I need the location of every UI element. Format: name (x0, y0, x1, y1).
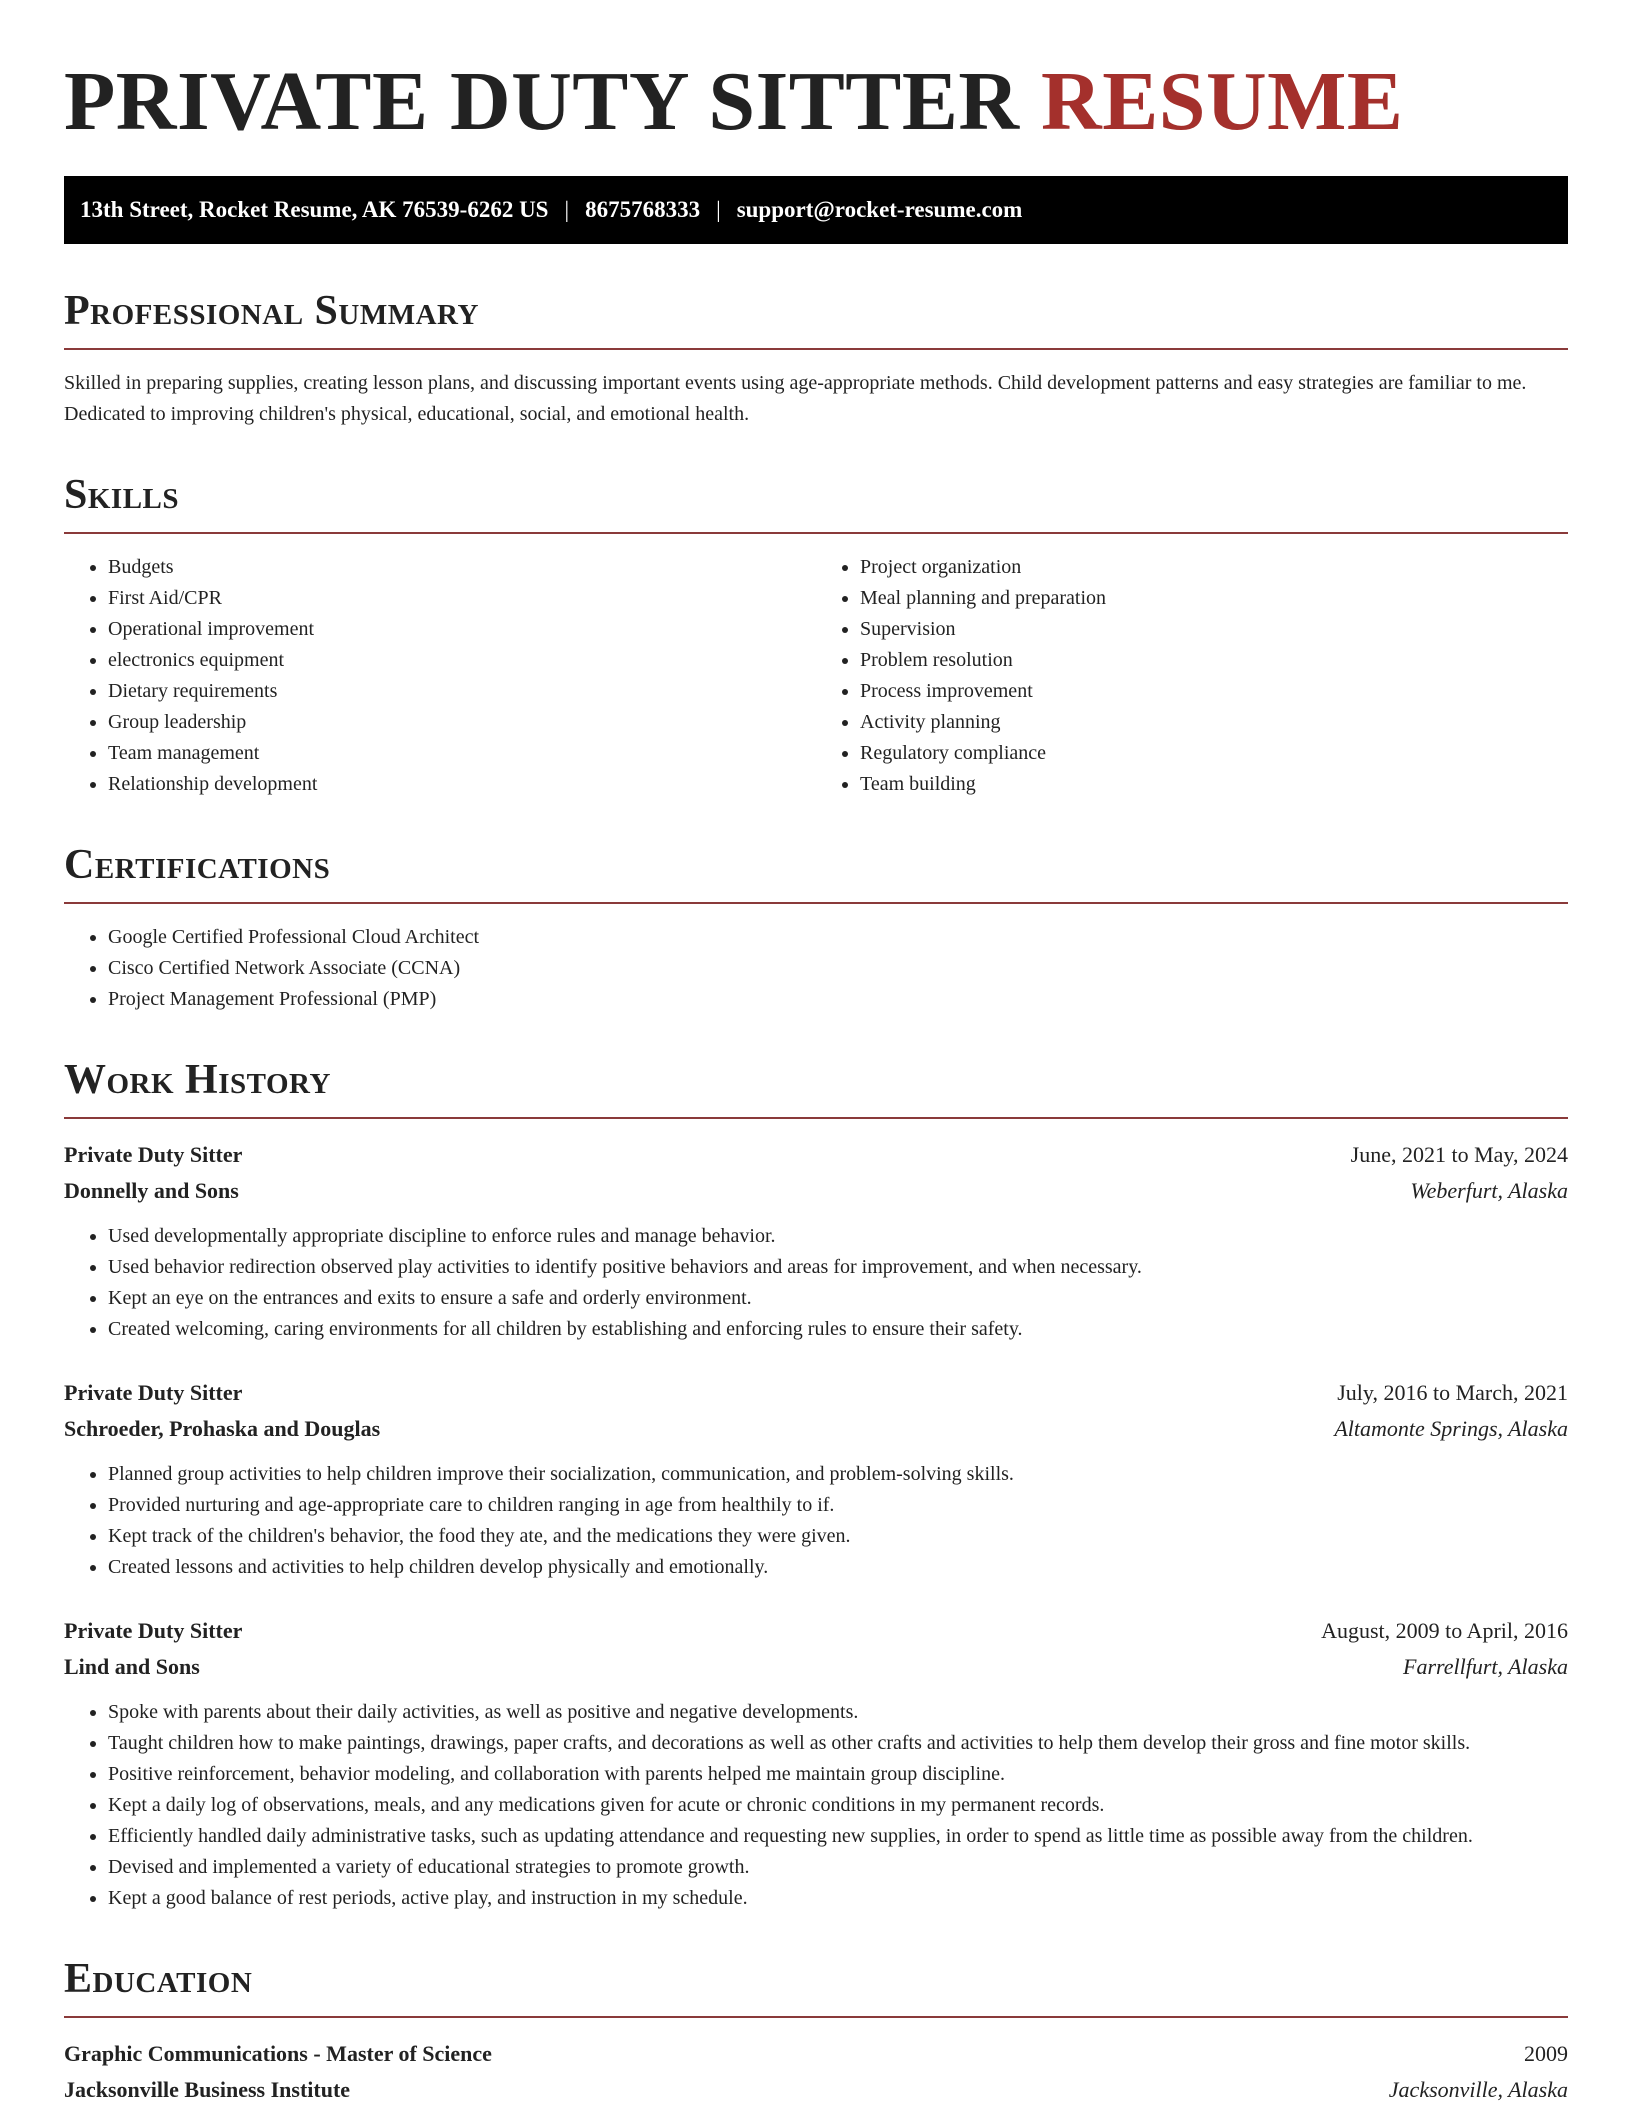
job-bullet: • Kept track of the children's behavior, the food they ate, and the medications they were given. (108, 1521, 1568, 1552)
job-bullet: • Used developmentally appropriate discipline to enforce rules and manage behavior. (108, 1221, 1568, 1252)
contact-phone: 8675768333 (585, 197, 701, 222)
job-bullet: • Used behavior redirection observed play activities to identify positive behaviors and areas for improvement, and when necessary. (108, 1252, 1568, 1283)
job-dates: June, 2021 to May, 2024 (1350, 1142, 1568, 1167)
education-school: Jacksonville Business Institute (64, 2077, 351, 2102)
skill-item: • Supervision (860, 614, 1568, 645)
job-company: Schroeder, Prohaska and Douglas (64, 1416, 381, 1441)
job-role: Private Duty Sitter (64, 1380, 243, 1405)
skill-item: • Relationship development (108, 769, 816, 800)
job-bullet: • Efficiently handled daily administrative tasks, such as updating attendance and requesting new supplies, in order to spend as little time as possible away from the children. (108, 1821, 1568, 1852)
skill-item: • Budgets (108, 552, 816, 583)
job-bullets (64, 1221, 1568, 1345)
education-heading: Education (64, 1956, 253, 2002)
skill-item: • First Aid/CPR (108, 583, 816, 614)
skill-item: • Problem resolution (860, 645, 1568, 676)
education-section (64, 1954, 1568, 2108)
summary-heading: Professional Summary (64, 288, 479, 334)
section-divider (64, 902, 1568, 904)
contact-address: 13th Street, Rocket Resume, AK 76539-6262 US (80, 197, 549, 222)
job-bullet: • Kept a good balance of rest periods, active play, and instruction in my schedule. (108, 1883, 1568, 1914)
job-header-row (64, 1137, 1568, 1173)
education-school-row (64, 2072, 1568, 2108)
certification-item: • Cisco Certified Network Associate (CCNA) (108, 953, 1568, 984)
job-bullet: • Devised and implemented a variety of educational strategies to promote growth. (108, 1852, 1568, 1883)
skill-item: • Group leadership (108, 707, 816, 738)
skill-item: • Process improvement (860, 676, 1568, 707)
certifications-section (64, 840, 1568, 1015)
skill-item: • Team management (108, 738, 816, 769)
skill-item: • Meal planning and preparation (860, 583, 1568, 614)
job-dates: July, 2016 to March, 2021 (1337, 1380, 1568, 1405)
job-bullet: • Planned group activities to help children improve their socialization, communication, and problem-solving skills. (108, 1459, 1568, 1490)
job-entry (64, 1375, 1568, 1583)
job-bullet: • Provided nurturing and age-appropriate care to children ranging in age from healthily to if. (108, 1490, 1568, 1521)
certification-item: • Project Management Professional (PMP) (108, 984, 1568, 1015)
job-bullet: • Kept a daily log of observations, meals, and any medications given for acute or chronic conditions in my permanent records. (108, 1790, 1568, 1821)
section-divider (64, 348, 1568, 350)
job-entry (64, 1137, 1568, 1345)
skill-item: • Activity planning (860, 707, 1568, 738)
skills-heading: Skills (64, 472, 180, 518)
job-location: Weberfurt, Alaska (1410, 1178, 1568, 1203)
education-degree: Graphic Communications - Master of Science (64, 2041, 492, 2066)
job-location: Farrellfurt, Alaska (1403, 1654, 1568, 1679)
section-divider (64, 2016, 1568, 2018)
job-dates: August, 2009 to April, 2016 (1321, 1618, 1568, 1643)
job-bullet: • Kept an eye on the entrances and exits to ensure a safe and orderly environment. (108, 1283, 1568, 1314)
work-history-heading: Work History (64, 1057, 331, 1103)
certifications-list (64, 922, 1568, 1015)
section-divider (64, 532, 1568, 534)
job-company-row (64, 1411, 1568, 1447)
job-company: Donnelly and Sons (64, 1178, 239, 1203)
contact-email: support@rocket-resume.com (736, 197, 1023, 222)
education-year: 2009 (1524, 2041, 1568, 2066)
job-location: Altamonte Springs, Alaska (1334, 1416, 1568, 1441)
job-role: Private Duty Sitter (64, 1142, 243, 1167)
job-company-row (64, 1649, 1568, 1685)
certification-item: • Google Certified Professional Cloud Architect (108, 922, 1568, 953)
contact-bar (64, 176, 1568, 244)
skills-grid (64, 552, 1568, 800)
job-header-row (64, 1613, 1568, 1649)
skill-item: • Team building (860, 769, 1568, 800)
title-accent: RESUME (1041, 55, 1404, 148)
job-bullet: • Spoke with parents about their daily activities, as well as positive and negative developments. (108, 1697, 1568, 1728)
certifications-heading: Certifications (64, 842, 331, 888)
skill-item: • Dietary requirements (108, 676, 816, 707)
job-bullet: • Positive reinforcement, behavior modeling, and collaboration with parents helped me maintain group discipline. (108, 1759, 1568, 1790)
job-bullet: • Created lessons and activities to help children develop physically and emotionally. (108, 1552, 1568, 1583)
education-location: Jacksonville, Alaska (1388, 2077, 1568, 2102)
contact-separator: | (716, 197, 721, 222)
job-role: Private Duty Sitter (64, 1618, 243, 1643)
job-bullet: • Taught children how to make paintings, drawings, paper crafts, and decorations as well as other crafts and activities to help them develop their gross and fine motor skills. (108, 1728, 1568, 1759)
work-history-section (64, 1055, 1568, 1914)
job-company-row (64, 1173, 1568, 1209)
skill-item: • Regulatory compliance (860, 738, 1568, 769)
job-company: Lind and Sons (64, 1654, 200, 1679)
job-entry (64, 1613, 1568, 1914)
education-degree-row (64, 2036, 1568, 2072)
summary-text: Skilled in preparing supplies, creating lesson plans, and discussing important events using age-appropriate methods. Child development patterns and easy strategies are familiar to me. Dedicated to improving children's physical, educational, social, and emotional health. (64, 372, 1527, 425)
job-bullets (64, 1697, 1568, 1914)
skills-list-right (816, 552, 1568, 800)
skill-item: • Project organization (860, 552, 1568, 583)
section-divider (64, 1117, 1568, 1119)
title-main: PRIVATE DUTY SITTER (64, 55, 1020, 148)
skill-item: • electronics equipment (108, 645, 816, 676)
skills-list-left (64, 552, 816, 800)
summary-section (64, 286, 1568, 430)
contact-separator: | (564, 197, 570, 222)
job-bullet: • Created welcoming, caring environments for all children by establishing and enforcing rules to ensure their safety. (108, 1314, 1568, 1345)
job-header-row (64, 1375, 1568, 1411)
skill-item: • Operational improvement (108, 614, 816, 645)
resume-title (64, 52, 1568, 152)
job-bullets (64, 1459, 1568, 1583)
skills-section (64, 470, 1568, 800)
